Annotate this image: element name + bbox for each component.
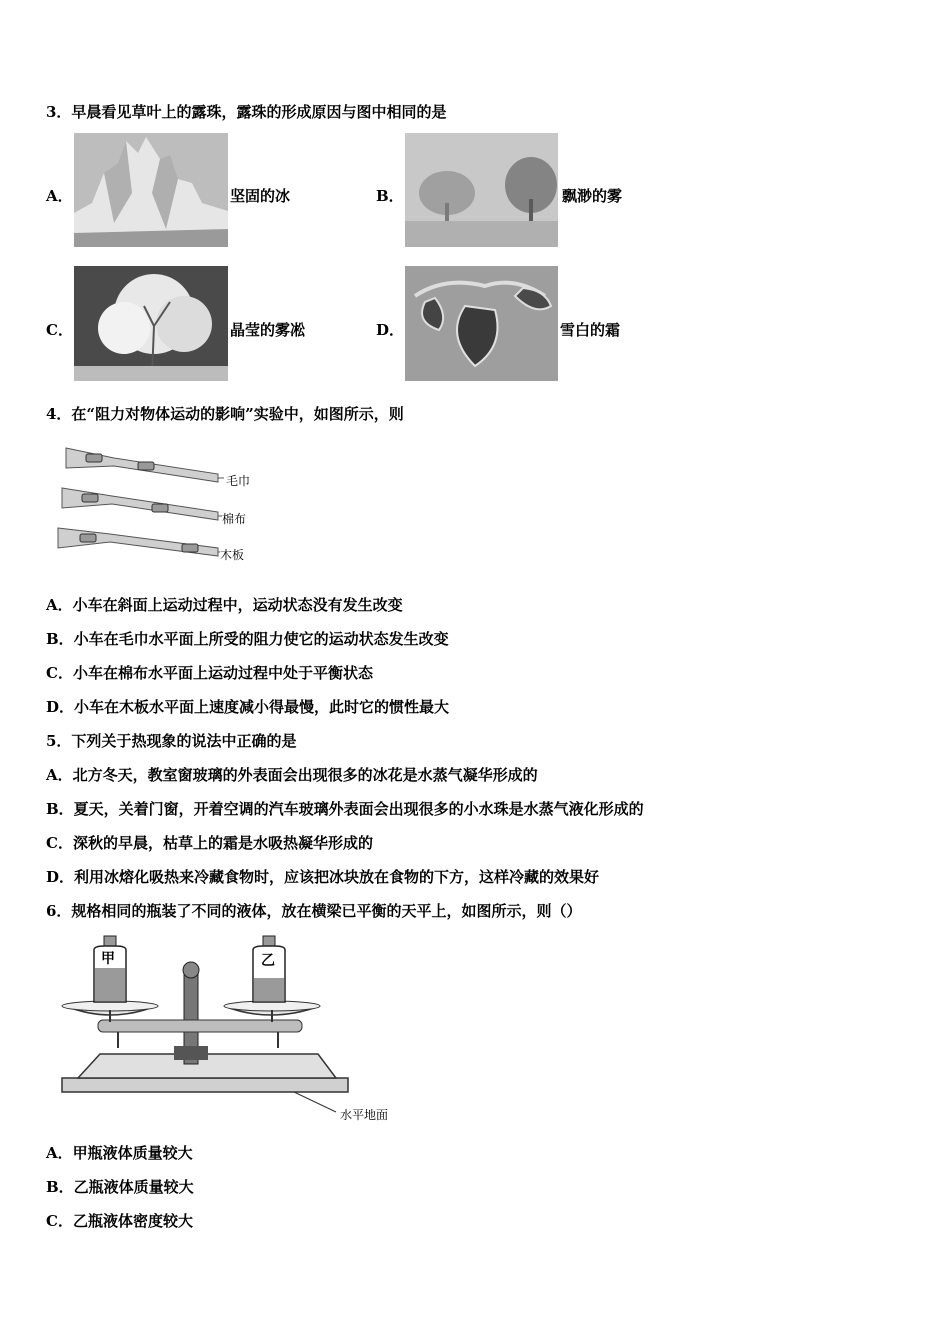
bottle-yi-label: 乙	[261, 953, 275, 969]
q6-option-b: B．乙瓶液体质量较大	[46, 1178, 194, 1196]
q5-option-b: B．夏天，关着门窗，开着空调的汽车玻璃外表面会出现很多的小水珠是水蒸气液化形成的	[46, 800, 644, 818]
q5-stem: 5．下列关于热现象的说法中正确的是	[46, 732, 297, 750]
q4-option-a: A．小车在斜面上运动过程中，运动状态没有发生改变	[46, 596, 403, 614]
frost-photo	[405, 266, 558, 381]
q3-option-d-caption: 雪白的霜	[560, 321, 621, 339]
cotton-cloth-label: 棉布	[222, 512, 247, 526]
towel-label: 毛巾	[226, 474, 251, 488]
q3-option-b-label: B．	[376, 187, 404, 205]
ground-label: 水平地面	[340, 1108, 389, 1122]
balance-figure	[58, 934, 408, 1130]
q4-option-d: D．小车在木板水平面上速度减小得最慢，此时它的惯性最大	[46, 698, 450, 716]
q3-option-c-caption: 晶莹的雾凇	[230, 321, 306, 339]
q6-option-c: C．乙瓶液体密度较大	[46, 1212, 193, 1230]
q6-stem: 6．规格相同的瓶装了不同的液体，放在横梁已平衡的天平上，如图所示，则（）	[46, 902, 582, 920]
q3-option-c-label: C．	[46, 321, 73, 339]
q3-option-d-label: D．	[376, 321, 405, 339]
q3-option-b-caption: 飘渺的雾	[562, 187, 623, 205]
q5-option-c: C．深秋的早晨，枯草上的霜是水吸热凝华形成的	[46, 834, 373, 852]
rime-photo	[74, 266, 228, 381]
bottle-jia-label: 甲	[101, 951, 115, 967]
q3-option-a-caption: 坚固的冰	[230, 187, 291, 205]
q3-stem: 3．早晨看见草叶上的露珠，露珠的形成原因与图中相同的是	[46, 103, 447, 121]
q4-option-c: C．小车在棉布水平面上运动过程中处于平衡状态	[46, 664, 373, 682]
fog-photo	[405, 133, 558, 247]
friction-ramps-figure	[52, 438, 264, 568]
ice-photo	[74, 133, 228, 247]
q4-option-b: B．小车在毛巾水平面上所受的阻力使它的运动状态发生改变	[46, 630, 449, 648]
q5-option-a: A．北方冬天，教室窗玻璃的外表面会出现很多的冰花是水蒸气凝华形成的	[46, 766, 538, 784]
q3-option-a-label: A．	[46, 187, 73, 205]
wood-board-label: 木板	[220, 548, 245, 562]
q6-option-a: A．甲瓶液体质量较大	[46, 1144, 193, 1162]
q4-stem: 4．在“阻力对物体运动的影响”实验中，如图所示，则	[46, 405, 404, 423]
q5-option-d: D．利用冰熔化吸热来冷藏食物时，应该把冰块放在食物的下方，这样冷藏的效果好	[46, 868, 600, 886]
